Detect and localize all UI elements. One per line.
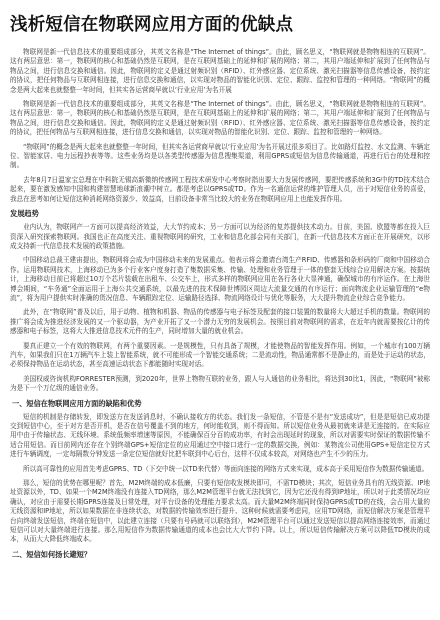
paragraph: 短信的机制是存储转发，即发送方在发送消息时，不确认接收方的状态。我们发一条短信，不管是不是有“发送成功”，但是是短信已成功提交到短信中心，至于对方是否开机，是否在信号覆盖不到的地方，何时能收到，则不得而知。所以短信业务从最初就来讲是无连接的。在实际应用中由于传输状态、无线环境、系统低频率增速等原因，不能确保百分百的成功率，有时会出现延时的现象，所以对需要实时保证的数据传输不适合用短信。而目前网内还存在个别终端GPS+短信定位的应用通过空中接口进行一定的数据交换，例如：某物流公司使用GPS+短信定位方式进行车辆调度，一定每隔数分钟发送一条定位短信就好比把车联到中心后台，这样不仅成本较高，对网络也产生不少的压力。 (10, 412, 430, 459)
paragraph: 物联网是新一代信息技术的重要组成部分，其英文名称是“The Internet of things”。由此，顾名思义，“物联网就是物物相连的互联网”。这有两层意思：第一，物联网的核心和基础仍然是互联网，是在互联网基础上的延伸和扩展的网络；第二，其用户端延伸和扩展到了任何物品与物品之间，进行信息交换和通信。因此，物联网的定义是通过射频识别（RFID）、红外感应器、定位系统、激光扫描器等信息传感设备，按约定的协议，把任何物品与互联网相连接，进行信息交换和通信，以实现对物品的智能化识别、定位、跟踪、监控和管理的一种网络。“物联网”的概念是两大起来也就整整一年时间，但其实各运营商早就以‘行业应用’为名开展 (10, 48, 430, 94)
paragraph: 中国移动总裁王建宙提出，物联网将会成为中国移动未来的发展重点。他表示将会邀请台湾生产RFID、传感器和条形码的厂商和中国移动合作。运用物联网技术，上海移动已为多个行业客户度身打造了集数据采集、传输、处理和业务管理于一体的整套无线综合应用解决方案。按据统计，上海移动目前已将超过10万个芯片装载在出租车、公交车上，形式多样的物联网应用在各行各业大显神通，确保城市的有序运作。在上海世博会期间，“车务通”全面运用于上海公共交通系统，以最先进的技术保障世博园区周边大流量交通的有序运行；面向物流企业运输管理的“e物流”，将为用户提供实时准确的货况信息、车辆跟踪定位、运输路径选择、物流网络设计与优化等服务，大大提升物流企业综合竞争能力。 (10, 256, 430, 302)
paragraph: 美国权威咨询机构FORRESTER预测，到2020年，世界上物物互联的业务，跟人与人通信的业务相比，将达到30比1，因此，“物联网”被称为是下一个万亿级的通信业务。 (10, 374, 430, 393)
section-heading-part-one: 一、短信在物联网应用方面的缺陷和优势 (12, 398, 142, 408)
paragraph: “物联网”的概念是两大起来也就整整一年时间，但其实各运营商早就以‘行业应用’为名开展过很多项目了。比如路灯监控、水文监测、车辆定位、智能家居、电力远程抄表等等。这些业务均是以各类型传感器为信息搜集渠道，利用GPRS或短信为信息传输通道，再进行后台的处理和控制。 (10, 142, 430, 170)
paragraph: 物联网是新一代信息技术的重要组成部分，其英文名称是“The Internet of things”。由此，顾名思义，“物联网就是物物相连的互联网”。这有两层意思：第一，物联网的核心和基础仍然是互联网，是在互联网基础上的延伸和扩展的网络；第二，其用户端延伸和扩展到了任何物品与物品之间，进行信息交换和通信。因此，物联网的定义是通过射频识别（RFID）、红外感应器、定位系统、激光扫描器等信息传感设备，按约定的协议，把任何物品与互联网相连接，进行信息交换和通信，以实现对物品的智能化识别、定位、跟踪、监控和管理的一种网络。 (10, 100, 430, 137)
paragraph: 此外，在“物联网”普及以后，用于动物、植物和机器、物品的传感器与电子标签及配套的接口装置的数量将大大超过手机的数量。物联网的推广将会成为推进经济发展的又一个驱动器，为产业开拓了又一个潜力无穷的发展机会。按照目前对物联网的需求，在近年内就需要按亿计的传感器和电子标签，这将大大推进信息技术元件的生产，同时增加大量的就业机会。 (10, 308, 430, 336)
paragraph: 去年8月7日温家宝总理在中科院无锡高新微纳传感网工程技术研发中心考察时指出要大力发展传感网，要把传感系统和3G中的TD技术结合起来，要在激发感知中国和构建智慧地球新浪潮中树立。都是考虑以GPRS或TD。作为一名通信运营的维护管理人员，出于对短信业务的喜爱，我总在思考如何让短信这种消耗网络资源少、效益高，目前设备非常当比较大的业务在物联网应用上也能发挥作用。 (10, 175, 430, 203)
article-body (10, 48, 430, 560)
article-title: 浅析短信在物联网应用方面的优缺点 (10, 15, 294, 35)
paragraph: 那么，短信的优势在哪里呢？首先，M2M终端的成本低廉，只要有短信收发模块即可，不需TD模块；其次，短信业务具有的无线资源、IP地址资源以外，TD、如果一个M2M终端没有连接入TD网络，那么M2M管理平台就无法找到它，因为它还没有得到IP地址，所以对于此类情况均应确认，对应由于需要长期GPRS连接及日常处理，对平台设备的处理能力要求太高。而大量M2M终端同时保持GPRS或TD的在线，会占用大量的无线资源和IP地址，所以如果数据在非连续状态，对数据的传输效率进行提升、这种时候就需要考虑同，应用TD网络，而短信解决方案是管理平台向终端发送短信，终端在短信中，以此建立连接（只要有号码就可以联络到），M2M管理平台可以通过发送短信以提高网络连接效率，而通过短信可以对大量终端进行连接。那么用短信作为数据传输通道的成本也会比大大节约下降。以上，所以短信传输解决方案可以降低TD模块的成本，从而大大降低终端成本。 (10, 479, 430, 544)
section-heading-development: 发展趋势 (10, 209, 39, 219)
paragraph: 所以高可靠性的应用首先考虑GPRS、TD（下交中统一以TD来代替）等面向连接的网络方式来实现，成本高于采用短信作为数据传输通道。 (23, 464, 429, 473)
paragraph: 要真正建立一个有效的物联网，有两个重要因素。一是规模性，只有具备了规模，才能使物品的智能发挥作用。例如，一个城市有100万辆汽车，如果我们只在1万辆汽车上装上智能系统，就不可能形成一个智能交通系统；二是流动性，物品通常都不是静止的，而是处于运动的状态，必须保持物品在运动状态，甚至高速运动状态下都能随时实现对话。 (10, 341, 430, 369)
paragraph: 业内认为，物联网产一方面可以提高经济效益，大大节约成本；另一方面可以为经济的复苏提供技术动力。目前，美国、欧盟等都在投入巨资深入研究探索物联网。我国也正在高度关注、重视物联网的研究，工业和信息化部会同有关部门，在新一代信息技术方面正在开展研究，以形成支持新一代信息技术发展的政策措施。 (10, 223, 430, 250)
section-heading-part-two: 二、短信如何扬长避短？ (12, 549, 92, 559)
